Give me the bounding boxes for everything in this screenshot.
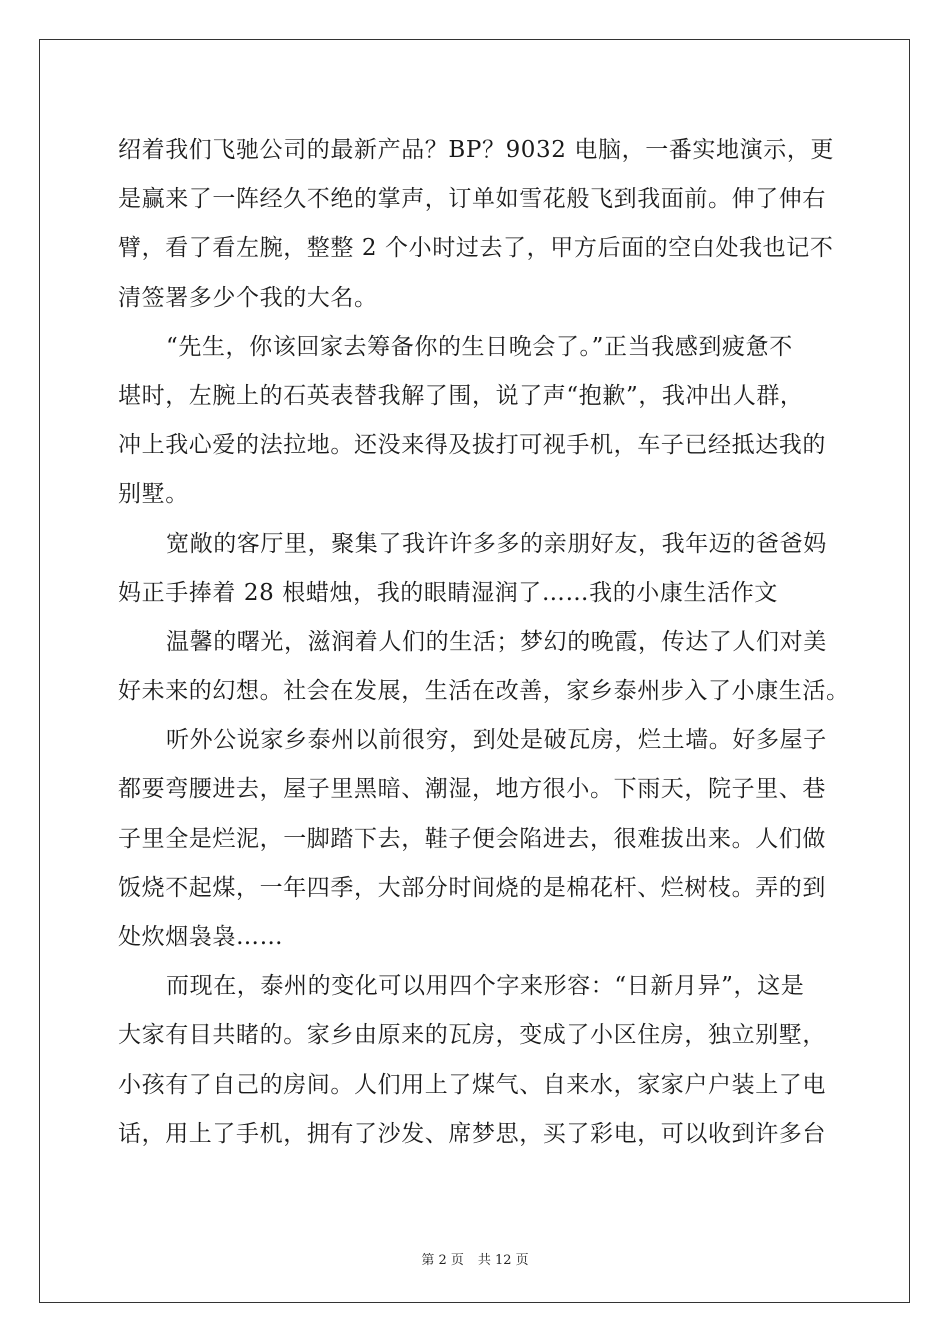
- text-line: 处炊烟袅袅……: [118, 924, 284, 950]
- paragraph-first-line: 听外公说家乡泰州以前很穷，到处是破瓦房，烂土墙。好多屋子: [166, 727, 827, 754]
- text-line: 堪时，左腕上的石英表替我解了围，说了声“抱歉”，我冲出人群，: [118, 382, 804, 409]
- text-line: 子里全是烂泥，一脚踏下去，鞋子便会陷进去，很难拔出来。人们做: [118, 825, 826, 852]
- text-line: 绍着我们飞驰公司的最新产品？BP？9032 电脑，一番实地演示，更: [118, 137, 835, 163]
- text-line: 好未来的幻想。社会在发展，生活在改善，家乡泰州步入了小康生活。: [118, 678, 850, 705]
- paragraph-first-line: “先生，你该回家去筹备你的生日晚会了。”正当我感到疲惫不: [166, 333, 793, 360]
- text-line: 别墅。: [118, 481, 189, 508]
- paragraph-first-line: 温馨的曙光，滋润着人们的生活；梦幻的晚霞，传达了人们对美: [166, 628, 827, 655]
- text-line: 话，用上了手机，拥有了沙发、席梦思，买了彩电，可以收到许多台: [118, 1120, 826, 1147]
- page-footer: [0, 1249, 950, 1268]
- text-line: 是赢来了一阵经久不绝的掌声，订单如雪花般飞到我面前。伸了伸右: [118, 186, 826, 213]
- paragraph-first-line: 而现在，泰州的变化可以用四个字来形容：“日新月异”，这是: [166, 973, 805, 1000]
- text-line: 臂，看了看左腕，整整 2 个小时过去了，甲方后面的空白处我也记不: [118, 235, 834, 262]
- text-line: 都要弯腰进去，屋子里黑暗、潮湿，地方很小。下雨天，院子里、巷: [118, 776, 826, 803]
- document-body: [118, 126, 850, 1159]
- paragraph-first-line: 宽敞的客厅里，聚集了我许许多多的亲朋好友，我年迈的爸爸妈: [166, 530, 827, 557]
- text-line: 清签署多少个我的大名。: [118, 284, 378, 311]
- text-line: 饭烧不起煤，一年四季，大部分时间烧的是棉花杆、烂树枝。弄的到: [118, 874, 826, 901]
- page-total: 共 12 页: [477, 1253, 529, 1268]
- text-line: 大家有目共睹的。家乡由原来的瓦房，变成了小区住房，独立别墅，: [118, 1022, 826, 1049]
- page-number: 第 2 页: [421, 1253, 464, 1268]
- text-line: 小孩有了自己的房间。人们用上了煤气、自来水，家家户户装上了电: [118, 1071, 826, 1098]
- text-line: 冲上我心爱的法拉地。还没来得及拔打可视手机，车子已经抵达我的: [118, 432, 826, 459]
- text-line: 妈正手捧着 28 根蜡烛，我的眼睛湿润了……我的小康生活作文: [118, 579, 778, 606]
